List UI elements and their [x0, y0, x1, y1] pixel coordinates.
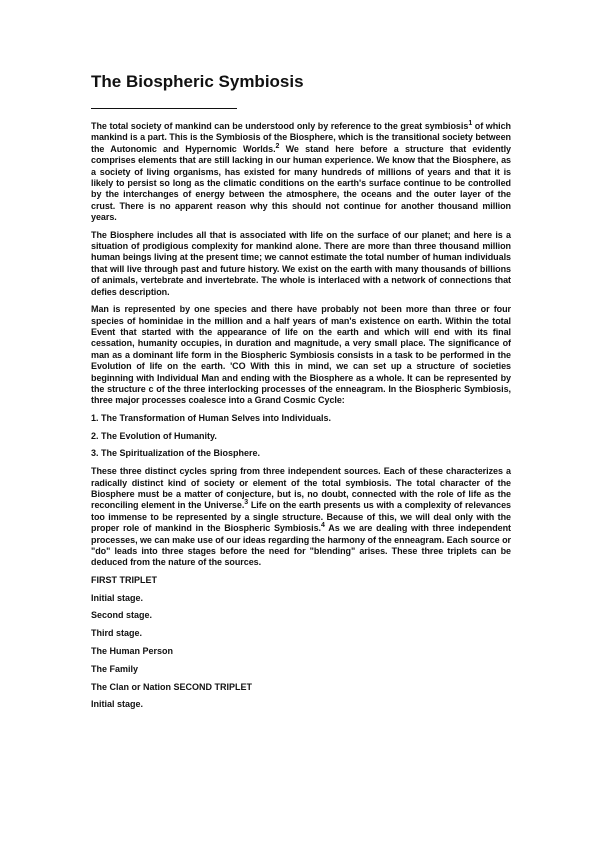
body-paragraph-4: These three distinct cycles spring from three independent sources. Each of these characterizes a radically distinct kind of society or element of the total symbiosis. The total character of the Biosphere must be a matter of conjecture, but is, no doubt, connected with the role of life as the reconciling element in the Universe.$^3$ Life on the earth presents us with a complexity of relevances too immense to be represented by a single structure. Because of this, we will deal only with the proper role of mankind in the Biospheric Symbiosis.$^4$ As we are dealing with three independent processes, we can make use of our ideas regarding the harmony of the enneagram. Each source or "do" leads into three stages before the need for "blending" arises. These three triplets can be deduced from the nature of the sources. [91, 466, 511, 568]
list-item-2: 2. The Evolution of Humanity. [91, 430, 217, 441]
footnote-marker: 3 [244, 499, 249, 507]
list-item-1: 1. The Transformation of Human Selves into Individuals. [91, 412, 332, 423]
title-underline [91, 108, 237, 109]
triplet-line-1: FIRST TRIPLET [91, 574, 157, 585]
triplet-line-4: Third stage. [91, 628, 143, 639]
body-paragraph-2: The Biosphere includes all that is associated with life on the surface of our planet; and here is a situation of prodigious complexity for mankind alone. There are more than three thousand million human beings living at the present time; we cannot estimate the total number of human individuals that will live through past and future history. We exist on the earth with many thousands of billions of animals, vertebrate and invertebrate. The whole is interlaced with a network of connections that defies description. [91, 229, 511, 297]
triplet-line-2: Initial stage. [91, 592, 144, 603]
body-paragraph-3: Man is represented by one species and there have probably not been more than three or four species of hominidae in the million and a half years of man's existence on earth. Within the total Event that started with the appearance of life on the earth and which will end with its final cessation, humanity occupies, in duration and magnitude, a very small place. The significance of man as a dominant life form in the Biospheric Symbiosis consists in a task to be performed in the Evolution of life on the earth. 'CO With this in mind, we can set up a structure of societies beginning with Individual Man and ending with the Biosphere as a whole. It can be represented by the structure c of the three interlocking processes of the enneagram. In the Biospheric Symbiosis, three major processes coalesce into a Grand Cosmic Cycle: [91, 304, 511, 406]
triplet-line-6: The Family [91, 663, 139, 674]
triplet-line-7: The Clan or Nation SECOND TRIPLET [91, 681, 253, 692]
page-title: The Biospheric Symbiosis [91, 72, 304, 91]
body-paragraph-1: The total society of mankind can be understood only by reference to the great symbiosis$^1$ of which mankind is a part. This is the Symbiosis of the Biosphere, which is the transitional society between the Autonomic and Hypernomic Worlds.$^2$ We stand here before a structure that evidently comprises elements that are still lacking in our human experience. We know that the Biosphere, as a society of living organisms, has existed for many hundreds of millions of years and that it is likely to persist so long as the climatic conditions on the earth's surface continue to be controlled by the interchanges of energy between the atmosphere, the oceans and the outer layer of the crust. There is no apparent reason why this should not continue for another thousand million years. [91, 120, 511, 223]
document-page [91, 72, 511, 717]
triplet-line-3: Second stage. [91, 610, 153, 621]
footnote-marker: 1 [468, 120, 473, 127]
triplet-line-8: Initial stage. [91, 699, 144, 710]
list-item-3: 3. The Spiritualization of the Biosphere. [91, 448, 261, 459]
footnote-marker: 2 [275, 142, 280, 150]
triplet-line-5: The Human Person [91, 645, 174, 656]
footnote-marker: 4 [321, 522, 325, 530]
